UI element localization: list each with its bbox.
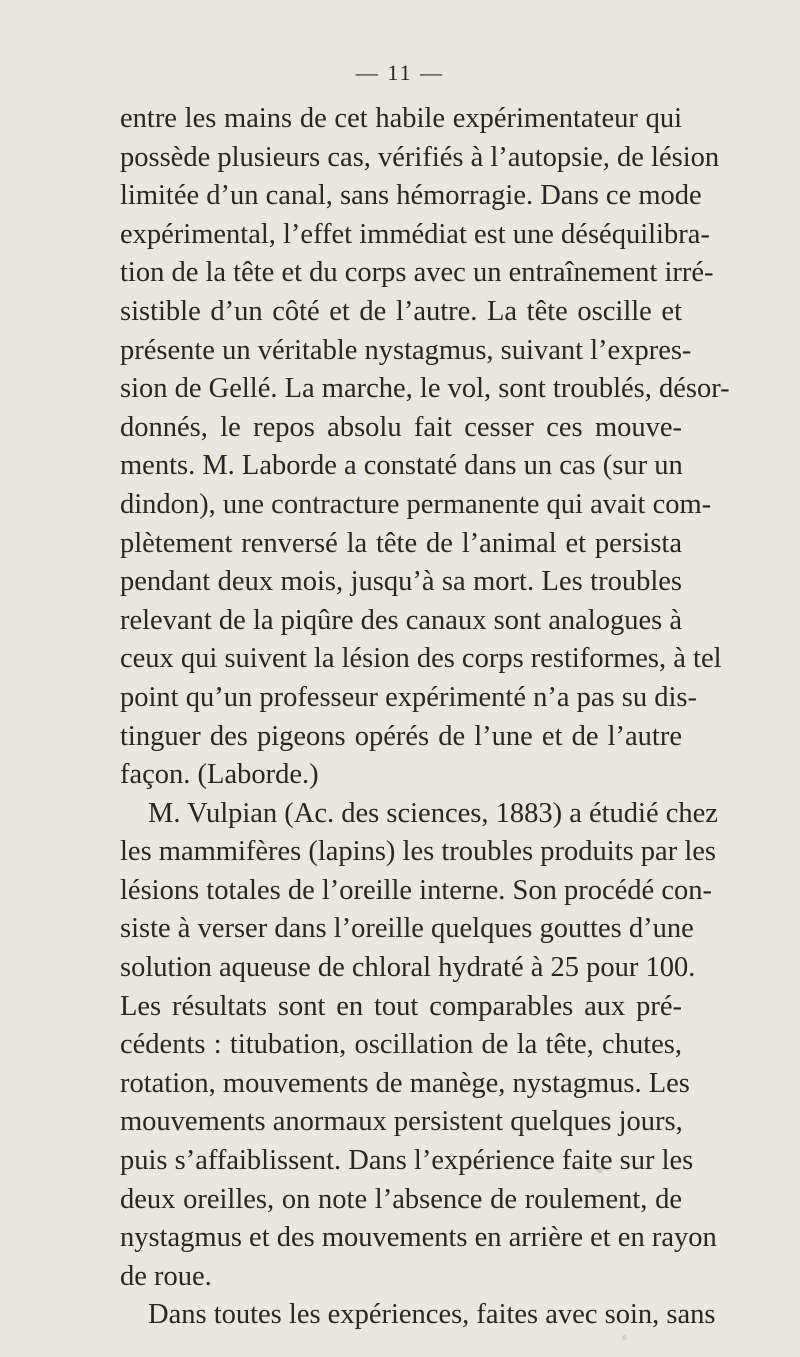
text-line: cédents : titubation, oscillation de la tête, chutes, — [120, 1029, 682, 1061]
text-line: tion de la tête et du corps avec un entraînement irré- — [120, 257, 714, 289]
text-line: pendant deux mois, jusqu’à sa mort. Les troubles — [120, 566, 682, 598]
text-line: plètement renversé la tête de l’animal et persista — [120, 527, 682, 559]
text-line: expérimental, l’effet immédiat est une déséquilibra- — [120, 218, 710, 250]
paper-mark — [597, 1167, 603, 1173]
text-line: tinguer des pigeons opérés de l’une et de l’autre — [120, 720, 682, 752]
text-line: nystagmus et des mouvements en arrière et en rayon — [120, 1222, 717, 1254]
body-text — [120, 100, 730, 1335]
text-line: limitée d’un canal, sans hémorragie. Dans ce mode — [120, 180, 702, 212]
text-line: de roue. — [120, 1260, 212, 1292]
text-line: Les résultats sont en tout comparables aux pré- — [120, 990, 682, 1022]
text-line: mouvements anormaux persistent quelques jours, — [120, 1106, 683, 1138]
text-line: sistible d’un côté et de l’autre. La tête oscille et — [120, 295, 682, 327]
text-line: lésions totales de l’oreille interne. Son procédé con- — [120, 874, 712, 906]
text-line: point qu’un professeur expérimenté n’a pas su dis- — [120, 681, 697, 713]
text-line: siste à verser dans l’oreille quelques gouttes d’une — [120, 913, 694, 945]
text-line: solution aqueuse de chloral hydraté à 25 pour 100. — [120, 952, 696, 984]
text-line: dindon), une contracture permanente qui avait com- — [120, 488, 712, 520]
text-line: possède plusieurs cas, vérifiés à l’autopsie, de lésion — [120, 141, 720, 173]
page-number: — 11 — — [355, 60, 445, 85]
text-line: puis s’affaiblissent. Dans l’expérience faite sur les — [120, 1145, 694, 1177]
text-line: M. Vulpian (Ac. des sciences, 1883) a étudié chez — [148, 797, 718, 829]
text-line: façon. (Laborde.) — [120, 759, 319, 791]
text-line: deux oreilles, on note l’absence de roulement, de — [120, 1183, 682, 1215]
paragraph-3 — [120, 1296, 716, 1335]
text-line: rotation, mouvements de manège, nystagmus. Les — [120, 1067, 690, 1099]
text-line: Dans toutes les expériences, faites avec soin, sans — [148, 1299, 716, 1331]
text-line: ments. M. Laborde a constaté dans un cas (sur un — [120, 450, 683, 482]
text-line: relevant de la piqûre des canaux sont analogues à — [120, 604, 682, 636]
text-line: sion de Gellé. La marche, le vol, sont troublés, désor- — [120, 373, 730, 405]
text-line: les mammifères (lapins) les troubles produits par les — [120, 836, 716, 868]
paragraph-2 — [120, 795, 718, 1297]
paper-mark — [622, 1335, 627, 1340]
text-line: ceux qui suivent la lésion des corps restiformes, à tel — [120, 643, 722, 675]
paragraph-1 — [120, 100, 730, 795]
text-line: entre les mains de cet habile expérimentateur qui — [120, 103, 682, 134]
text-line: donnés, le repos absolu fait cesser ces mouve- — [120, 411, 682, 443]
text-line: présente un véritable nystagmus, suivant l’expres- — [120, 334, 692, 366]
